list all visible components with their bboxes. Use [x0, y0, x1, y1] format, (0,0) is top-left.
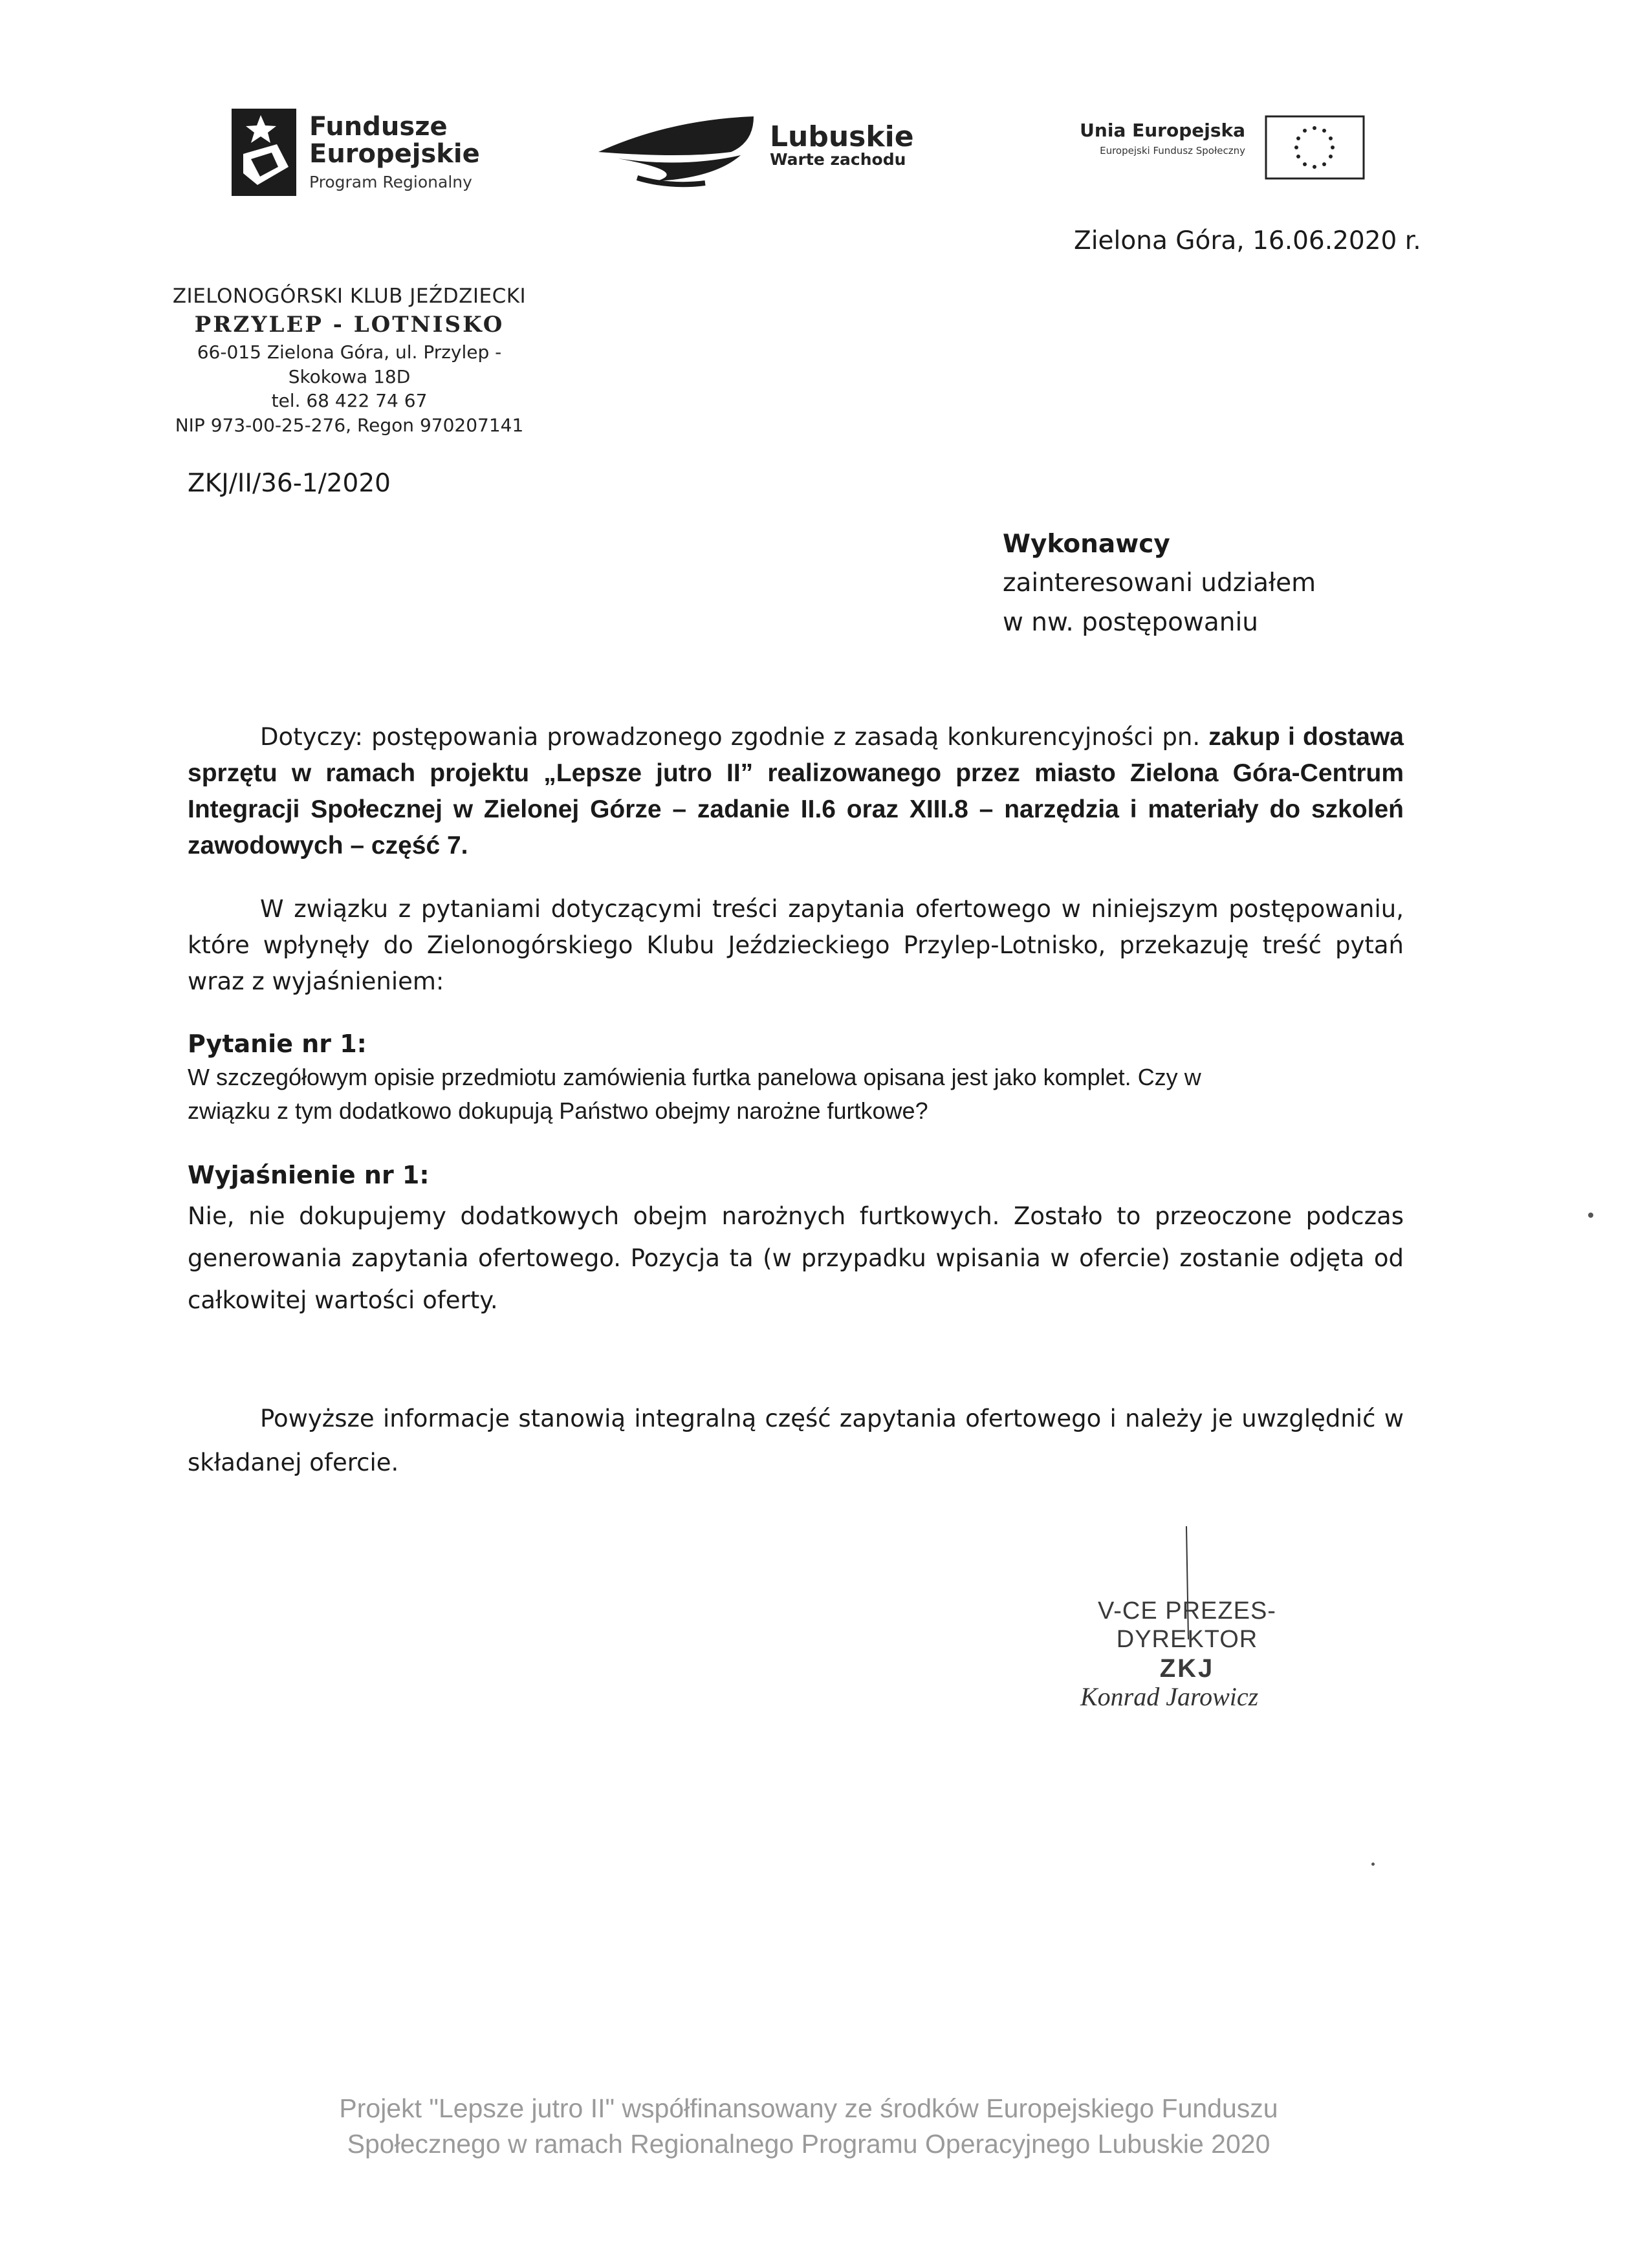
closing-paragraph: Powyższe informacje stanowią integralną część zapytania ofertowego i należy je uwzględnić w składanej ofercie.: [188, 1405, 1404, 1476]
eu-line1: Unia Europejska: [1080, 120, 1245, 141]
sender-stamp: [162, 283, 537, 438]
lubuskie-text: [770, 120, 914, 169]
signatory-org: ZKJ: [1159, 1654, 1215, 1683]
recipient-line3: w nw. postępowaniu: [1003, 607, 1259, 637]
answer-heading: Wyjaśnienie nr 1:: [188, 1161, 430, 1189]
fundusze-europejskie-text: [309, 113, 480, 191]
fe-line2: Europejskie: [309, 139, 480, 169]
stamp-line5: NIP 973-00-25-276, Regon 970207141: [175, 415, 524, 437]
document-date: Zielona Góra, 16.06.2020 r.: [1074, 226, 1421, 255]
subject-lead: Dotyczy: postępowania prowadzonego zgodnie z zasadą konkurencyjności pn.: [260, 723, 1201, 751]
subject-paragraph: [188, 719, 1404, 864]
fe-line1: Fundusze: [309, 112, 448, 142]
eu-text: [1009, 120, 1245, 157]
signatory-name: Konrad Jarowicz: [1080, 1682, 1259, 1711]
recipient-block: [1003, 525, 1316, 642]
subject-bold: zakup i dostawa sprzętu w ramach projektu „Lepsze jutro II” realizowanego przez miasto Zielona Góra-Centrum Integracji Społecznej w Zielonej Górze – zadanie II.6 oraz XIII.8 – narzędzia i materiały do szkoleń zawodowych – część 7.: [188, 723, 1404, 859]
footer-note: [194, 2091, 1423, 2162]
question-text: W szczegółowym opisie przedmiotu zamówienia furtka panelowa opisana jest jako komplet. Czy w związku z tym dodatkowo dokupują Państwo obejmy narożne furtkowe?: [188, 1064, 1201, 1124]
fundusze-europejskie-logo-icon: [232, 109, 296, 196]
signatory-stamp: [1042, 1597, 1333, 1683]
lubuskie-line2: Warte zachodu: [770, 150, 906, 169]
scan-speck: [1371, 1863, 1375, 1866]
answer-text: Nie, nie dokupujemy dodatkowych obejm narożnych furtkowych. Zostało to przeoczone podczas generowania zapytania ofertowego. Pozycja ta (w przypadku wpisania w ofercie) zostanie odjęta od całkowitej wartości oferty.: [188, 1202, 1404, 1314]
scan-speck: [1588, 1213, 1593, 1218]
footer-line1: Projekt "Lepsze jutro II" współfinansowany ze środków Europejskiego Funduszu: [339, 2093, 1278, 2123]
footer-line2: Społecznego w ramach Regionalnego Programu Operacyjnego Lubuskie 2020: [347, 2129, 1271, 2159]
stamp-line1: ZIELONOGÓRSKI KLUB JEŹDZIECKI: [172, 285, 527, 308]
recipient-title: Wykonawcy: [1003, 530, 1170, 559]
eu-line2: Europejski Fundusz Społeczny: [1100, 145, 1245, 157]
stamp-line3: 66-015 Zielona Góra, ul. Przylep - Skokowa 18D: [197, 341, 502, 387]
stamp-line2: PRZYLEP - LOTNISKO: [194, 311, 505, 338]
reference-number: ZKJ/II/36-1/2020: [188, 469, 391, 498]
intro-paragraph: W związku z pytaniami dotyczącymi treści zapytania ofertowego w niniejszym postępowaniu, które wpłynęły do Zielonogórskiego Klubu Jeździeckiego Przylep-Lotnisko, przekazuję treść pytań wraz z wyjaśnieniem:: [188, 895, 1404, 995]
question-heading: Pytanie nr 1:: [188, 1030, 367, 1058]
signatory-title: V-CE PREZES-DYREKTOR: [1098, 1597, 1276, 1653]
lubuskie-logo-icon: [592, 107, 763, 197]
fe-line3: Program Regionalny: [309, 173, 472, 191]
recipient-line2: zainteresowani udziałem: [1003, 568, 1316, 598]
stamp-line4: tel. 68 422 74 67: [271, 390, 428, 412]
eu-flag-icon: [1265, 115, 1365, 180]
lubuskie-line1: Lubuskie: [770, 120, 914, 153]
